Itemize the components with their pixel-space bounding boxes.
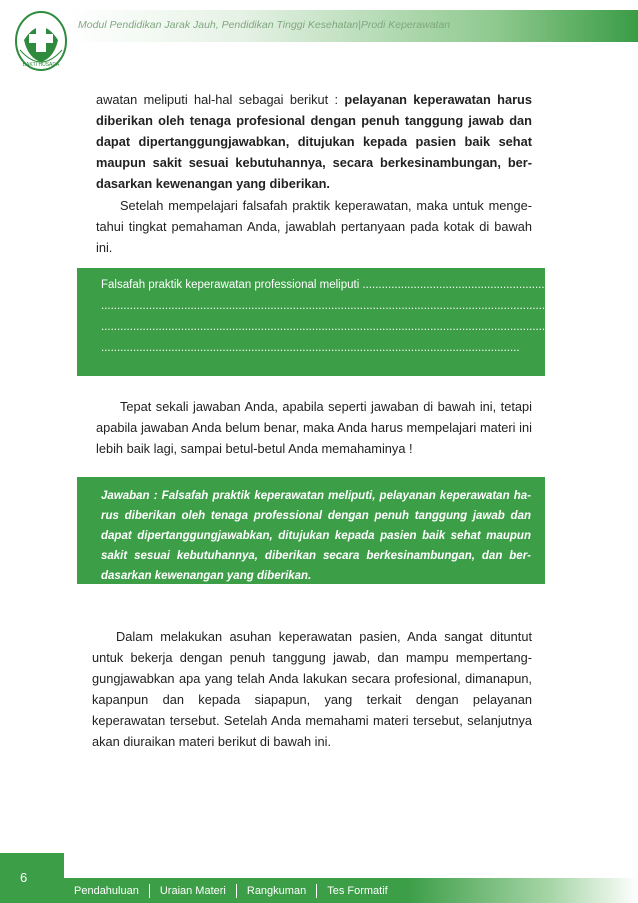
footer-nav (64, 878, 398, 903)
paragraph-1 (96, 89, 532, 194)
nav-uraian-materi[interactable]: Uraian Materi (150, 884, 237, 898)
paragraph-4-text: Dalam melakukan asuhan keperawatan pasien, Anda sangat dituntut untuk bekerja dengan penuh tanggung jawab, dan mampu mempertang-gungjawabkan apa yang telah Anda lakukan secara profesional, dimanapun, kapanpun dan kepada siapapun, yang terkait dengan pelayanan keperawatan tersebut. Setelah Anda memahami materi tersebut, selanjutnya akan diuraikan materi berikut di bawah ini. (92, 629, 532, 749)
bakti-husada-logo (14, 10, 68, 72)
paragraph-4 (92, 626, 532, 752)
page-number-block (0, 853, 64, 903)
question-line-2: ...................................................................................................................................................................... (101, 300, 632, 312)
nav-pendahuluan[interactable]: Pendahuluan (64, 884, 150, 898)
answer-text: Jawaban : Falsafah praktik keperawatan meliputi, pelayanan keperawatan ha-rus diberikan oleh tenaga professional dengan penuh tanggung jawab dan dapat dipertanggungjawabkan, ditujukan kepada pasien baik sehat maupun sakit sesuai kebutuhannya, diberikan secara berkesinambungan, dan ber-dasarkan kewenangan yang diberikan. (101, 490, 531, 582)
paragraph-3-text: Tepat sekali jawaban Anda, apabila seperti jawaban di bawah ini, tetapi apabila jawaban Anda belum benar, maka Anda harus mempelajari materi ini lebih baik lagi, sampai betul-betul Anda memahaminya ! (96, 399, 532, 456)
nav-tes-formatif[interactable]: Tes Formatif (327, 884, 388, 897)
question-box (77, 268, 632, 376)
paragraph-1-lead: awatan meliputi hal-hal sebagai berikut : (96, 92, 345, 107)
paragraph-2-text: Setelah mempelajari falsafah praktik keperawatan, maka untuk menge-tahui tingkat pemahaman Anda, jawablah pertanyaan pada kotak di bawah ini. (96, 198, 532, 255)
question-line-4: ................................................................................................................................... (101, 342, 520, 354)
question-line-1: Falsafah praktik keperawatan professional meliputi ................................................................. (101, 279, 571, 291)
page-number: 6 (20, 870, 28, 885)
paragraph-1-bold: pelayanan keperawatan harus diberikan oleh tenaga profesional dengan penuh tanggung jawab dan dapat dipertanggungjawabkan, ditujukan kepada pasien baik sehat maupun sakit sesuai kebutuhannya, secara berkesinambungan, ber-dasarkan kewenangan yang diberikan. (96, 92, 532, 191)
answer-box (77, 477, 545, 584)
header-title: Modul Pendidikan Jarak Jauh, Pendidikan Tinggi Kesehatan|Prodi Keperawatan (78, 19, 451, 31)
paragraph-2 (96, 195, 532, 258)
question-line-3: ...................................................................................................................................................................... (101, 321, 632, 333)
logo-text: BAKTI HUSADA (22, 62, 60, 68)
paragraph-3 (96, 396, 532, 459)
nav-rangkuman[interactable]: Rangkuman (237, 884, 317, 898)
